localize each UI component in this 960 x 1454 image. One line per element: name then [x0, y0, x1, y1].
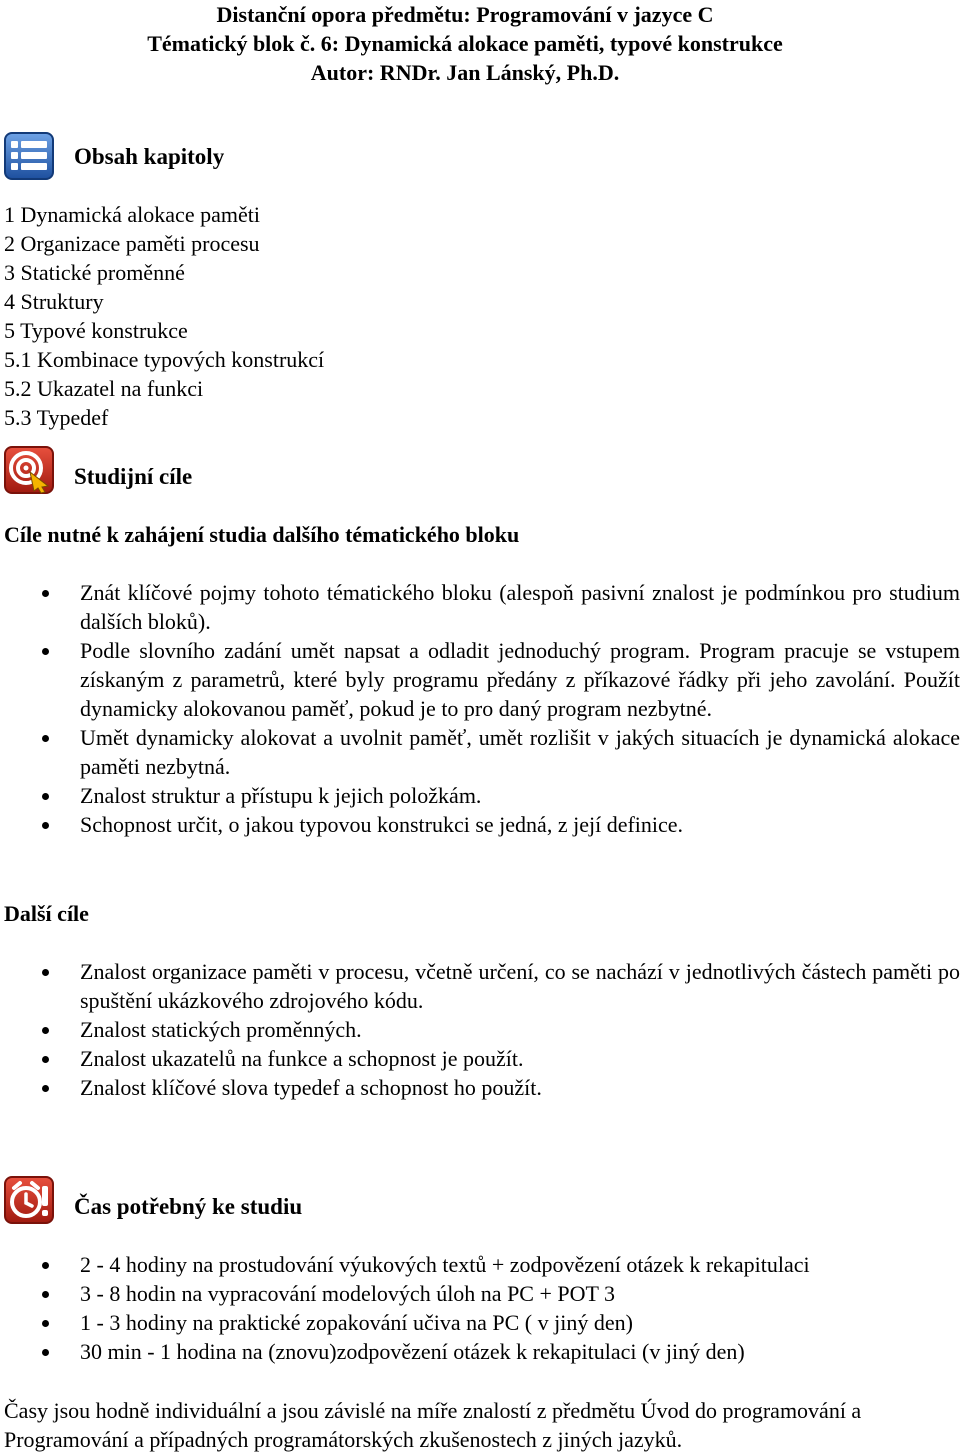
list-item: 3 - 8 hodin na vypracování modelových úloh na PC + POT 3 — [0, 1279, 960, 1308]
list-icon — [4, 132, 54, 180]
list-item: Znalost klíčové slova typedef a schopnost ho použít. — [0, 1073, 960, 1102]
toc-item: 5.1 Kombinace typových konstrukcí — [4, 347, 325, 372]
list-item: Znalost ukazatelů na funkce a schopnost je použít. — [0, 1044, 960, 1073]
other-goals-heading: Další cíle — [4, 901, 89, 926]
required-goals-list — [0, 578, 960, 839]
alarm-clock-icon — [4, 1176, 54, 1224]
list-item: Znalost organizace paměti v procesu, včetně určení, co se nachází v jednotlivých částech paměti po spuštění ukázkového zdrojového kódu. — [0, 957, 960, 1015]
toc-item: 5.3 Typedef — [4, 405, 109, 430]
list-item: 1 - 3 hodiny na praktické zopakování učiva na PC ( v jiný den) — [0, 1308, 960, 1337]
toc-item: 1 Dynamická alokace paměti — [4, 202, 260, 227]
toc-item: 5.2 Ukazatel na funkci — [4, 376, 204, 401]
toc-item: 5 Typové konstrukce — [4, 318, 188, 343]
list-item: Podle slovního zadání umět napsat a odladit jednoduchý program. Program pracuje se vstupem získaným z parametrů, které byly programu předány z příkazové řádky při jeho zavolání. Použít dynamicky alokovanou paměť, pokud je to pro daný program nezbytné. — [0, 636, 960, 723]
time-note: Časy jsou hodně individuální a jsou závislé na míře znalostí z předmětu Úvod do programování a Programování a případných programátorských zkušenostech z jiných jazyků. — [4, 1398, 862, 1452]
list-item: 2 - 4 hodiny na prostudování výukových textů + zodpovězení otázek k rekapitulaci — [0, 1250, 960, 1279]
list-item: Znát klíčové pojmy tohoto tématického bloku (alespoň pasivní znalost je podmínkou pro studium dalších bloků). — [0, 578, 960, 636]
required-goals-heading: Cíle nutné k zahájení studia dalšího tématického bloku — [4, 522, 520, 547]
toc-item: 2 Organizace paměti procesu — [4, 231, 260, 256]
toc-item: 4 Struktury — [4, 289, 104, 314]
goals-title: Studijní cíle — [74, 464, 193, 489]
toc-item: 3 Statické proměnné — [4, 260, 185, 285]
document-title-line2: Tématický blok č. 6: Dynamická alokace paměti, typové konstrukce — [147, 31, 783, 56]
list-item: Umět dynamicky alokovat a uvolnit paměť, umět rozlišit v jakých situacích je dynamická alokace paměti nezbytná. — [0, 723, 960, 781]
target-icon — [4, 446, 54, 494]
time-title: Čas potřebný ke studiu — [74, 1194, 303, 1219]
time-list — [0, 1250, 960, 1366]
document-title-line1: Distanční opora předmětu: Programování v jazyce C — [216, 2, 714, 27]
list-item: 30 min - 1 hodina na (znovu)zodpovězení otázek k rekapitulaci (v jiný den) — [0, 1337, 960, 1366]
other-goals-list — [0, 957, 960, 1102]
document-author: Autor: RNDr. Jan Lánský, Ph.D. — [310, 60, 620, 85]
list-item: Znalost statických proměnných. — [0, 1015, 960, 1044]
list-item: Znalost struktur a přístupu k jejich položkám. — [0, 781, 960, 810]
list-item: Schopnost určit, o jakou typovou konstrukci se jedná, z její definice. — [0, 810, 960, 839]
toc-title: Obsah kapitoly — [74, 144, 225, 169]
